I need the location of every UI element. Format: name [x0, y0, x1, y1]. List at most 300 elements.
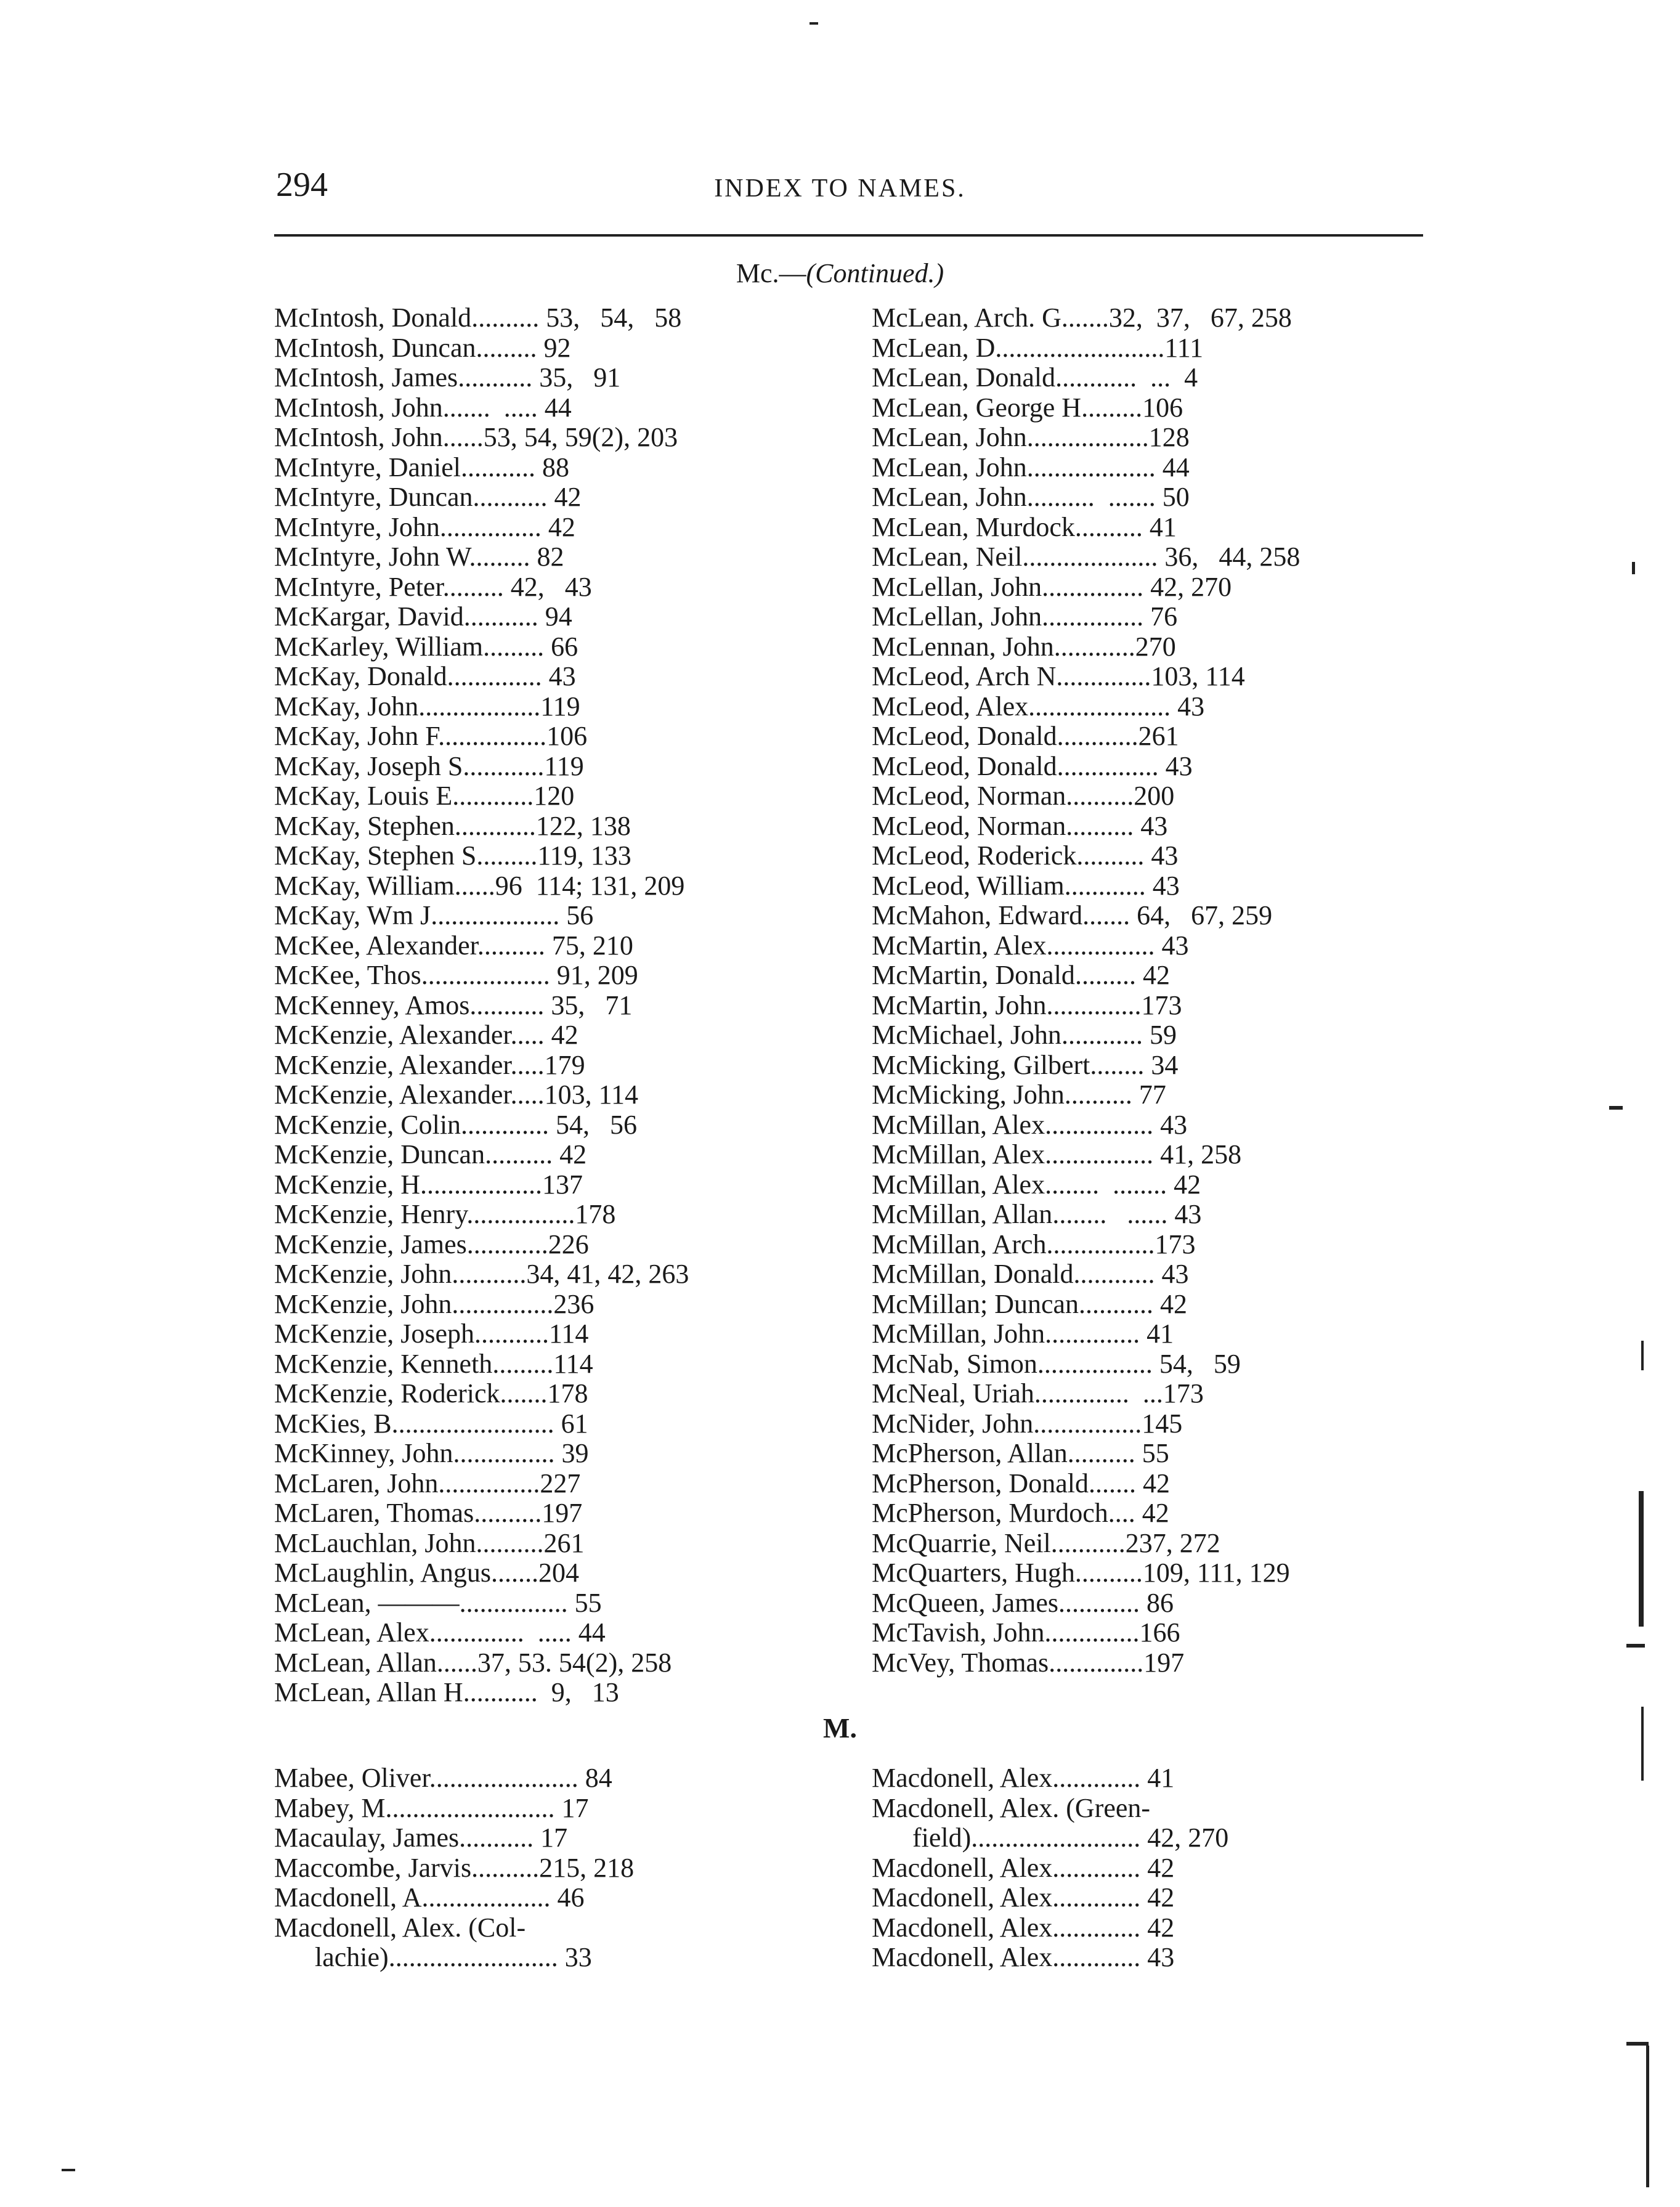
entry-name: McLeod, Arch N — [872, 661, 1057, 691]
entry-pages: 166 — [1139, 1617, 1180, 1648]
entry-name: McKay, John — [274, 691, 419, 721]
entry-name: McLeod, Alex — [872, 691, 1029, 721]
entry-pages: 17 — [534, 1823, 568, 1853]
index-entry — [274, 1020, 689, 1051]
entry-name: McPherson, Murdoch — [872, 1498, 1108, 1528]
entry-leader: ............ — [1057, 721, 1138, 751]
entry-leader: .......... ....... — [1026, 482, 1156, 512]
entry-name: Macdonell, Alex — [872, 1882, 1053, 1912]
entry-pages: 42 — [1135, 1498, 1169, 1528]
entry-name: McIntosh, Donald — [274, 303, 472, 333]
entry-pages: 236 — [553, 1288, 594, 1319]
entry-name: McKay, Stephen S — [274, 840, 477, 871]
entry-pages: 42 — [1135, 1468, 1170, 1498]
entry-name: McMartin, John — [872, 990, 1047, 1020]
entry-leader: ......................... — [388, 1942, 558, 1972]
entry-leader: ................... — [1026, 452, 1156, 482]
entry-leader: ............. — [1052, 1942, 1141, 1972]
entry-name: lachie) — [274, 1942, 389, 1972]
section-heading-note: (Continued.) — [806, 258, 944, 288]
entry-pages: 173 — [1154, 1229, 1196, 1259]
entry-pages: 42, 270 — [1140, 1823, 1229, 1853]
entry-leader: ............ — [1058, 1587, 1140, 1618]
entry-pages: 215, 218 — [539, 1852, 635, 1883]
entry-pages: 44 — [571, 1617, 606, 1648]
entry-pages: 226 — [548, 1229, 589, 1259]
header-rule — [274, 234, 1423, 237]
index-entry — [274, 961, 689, 991]
index-entry — [872, 1230, 1300, 1260]
entry-leader: ......................... — [385, 1792, 555, 1823]
entry-pages: 227 — [540, 1468, 581, 1498]
entry-pages: 43 — [1158, 750, 1193, 781]
entry-name: McLean, Donald — [872, 362, 1056, 392]
entry-pages: 84 — [578, 1763, 612, 1793]
entry-leader: ............. — [1052, 1763, 1141, 1793]
entry-pages: 17 — [554, 1792, 589, 1823]
entry-pages: 41 — [1140, 1763, 1175, 1793]
entry-name: Macaulay, James — [274, 1823, 460, 1853]
index-entry — [872, 752, 1300, 782]
index-entry — [274, 423, 689, 453]
entry-leader: .......... — [1074, 511, 1143, 542]
index-entry — [274, 303, 689, 333]
entry-pages: 55 — [1135, 1438, 1169, 1468]
entry-name: McKay, Stephen — [274, 810, 455, 841]
index-entry — [274, 1200, 689, 1230]
index-entry — [274, 1290, 689, 1320]
entry-pages: 42 — [547, 482, 582, 512]
index-entry — [872, 1529, 1300, 1559]
entry-name: McQuarters, Hugh — [872, 1558, 1075, 1588]
scan-mark — [62, 2169, 75, 2171]
entry-leader: ........ ........ — [1045, 1169, 1167, 1200]
entry-leader: ..... — [510, 1079, 545, 1110]
index-entry — [872, 1110, 1300, 1140]
entry-leader: ............... — [438, 1468, 540, 1498]
entry-pages: 42 — [1167, 1169, 1201, 1200]
entry-leader: ............ — [1064, 870, 1146, 901]
index-entry — [274, 1618, 689, 1648]
entry-leader: .......... — [1066, 781, 1134, 811]
entry-pages: 109, 111, 129 — [1142, 1558, 1290, 1588]
index-entry — [872, 363, 1300, 393]
index-entry — [872, 1409, 1300, 1439]
entry-name: McIntosh, James — [274, 362, 458, 392]
entry-name: McKenzie, Alexander — [274, 1079, 511, 1110]
scan-mark — [1632, 562, 1635, 574]
entry-pages: 179 — [544, 1049, 585, 1080]
index-entry — [872, 1498, 1300, 1529]
index-entry — [872, 662, 1300, 692]
scan-mark — [1641, 1707, 1644, 1781]
index-entry — [872, 1883, 1228, 1913]
index-entry — [274, 363, 689, 393]
index-entry — [872, 1823, 1228, 1853]
entry-name: McMahon, Edward — [872, 900, 1083, 930]
entry-leader: ........................ — [391, 1408, 554, 1439]
entry-leader: ........... — [452, 1259, 527, 1289]
entry-leader: ............ — [1053, 631, 1135, 662]
entry-leader: .......... — [474, 1498, 542, 1528]
entry-name: McKay, Louis E — [274, 781, 453, 811]
section-heading-m: M. — [823, 1712, 857, 1744]
entry-name: McKenzie, Kenneth — [274, 1348, 493, 1379]
entry-leader: .............. — [1049, 1647, 1144, 1678]
index-entry — [274, 781, 689, 811]
index-entry — [872, 901, 1300, 931]
index-entry — [274, 542, 689, 572]
index-entry — [274, 1823, 634, 1853]
entry-leader: ......... — [492, 1348, 554, 1379]
entry-pages: 114 — [549, 1319, 589, 1349]
entry-name: McIntosh, John — [274, 392, 443, 423]
index-entry — [872, 1319, 1300, 1349]
entry-pages: 41, 258 — [1153, 1139, 1242, 1169]
index-entry — [872, 1140, 1300, 1170]
entry-name: McLaughlin, Angus — [274, 1558, 491, 1588]
entry-leader: ...................... — [429, 1763, 578, 1793]
entry-name: McKenzie, Roderick — [274, 1378, 500, 1408]
entry-name: McLellan, John — [872, 601, 1042, 632]
entry-leader: ........... — [463, 601, 538, 632]
entry-leader: ................ — [1033, 1408, 1142, 1439]
entry-name: McLean, John — [872, 482, 1027, 512]
index-entry — [274, 1439, 689, 1469]
index-entry — [872, 1051, 1300, 1081]
entry-name: McKenzie, H — [274, 1169, 421, 1200]
index-entry — [274, 1349, 689, 1380]
entry-name: McPherson, Allan — [872, 1438, 1068, 1468]
index-entry — [872, 542, 1300, 572]
entry-pages: 91, 209 — [550, 960, 638, 990]
index-entry — [274, 1080, 689, 1110]
index-entry — [274, 453, 689, 483]
entry-pages: 96 114; 131, 209 — [495, 870, 685, 901]
entry-pages: 111 — [1164, 332, 1204, 363]
entry-leader: .......... — [471, 1852, 540, 1883]
entry-name: Macdonell, Alex — [872, 1942, 1053, 1972]
entry-name: McMillan, Allan — [872, 1199, 1053, 1229]
index-entry — [872, 1794, 1228, 1824]
index-entry — [872, 721, 1300, 752]
entry-leader: ................ — [459, 1587, 568, 1618]
index-entry — [872, 1763, 1228, 1794]
entry-leader: ............ — [1073, 1259, 1155, 1289]
entry-pages: 173 — [1163, 1378, 1204, 1408]
entry-leader: ................ — [1046, 1229, 1155, 1259]
entry-pages: 94 — [538, 601, 572, 632]
entry-name: Mabee, Oliver — [274, 1763, 429, 1793]
index-entry — [872, 303, 1300, 333]
entry-pages: 173 — [1141, 990, 1182, 1020]
index-entry — [872, 811, 1300, 842]
entry-leader: .......... — [1076, 840, 1145, 871]
index-entry — [872, 1943, 1228, 1973]
index-entry — [274, 811, 689, 842]
entry-leader: .... — [1108, 1498, 1135, 1528]
entry-name: McMichael, John — [872, 1020, 1061, 1050]
entry-name: McNider, John — [872, 1408, 1034, 1439]
entry-name: McMartin, Alex — [872, 930, 1047, 961]
entry-name: McLeod, Donald — [872, 721, 1057, 751]
entry-leader: ........... — [474, 1319, 550, 1349]
entry-pages: 88 — [535, 452, 569, 482]
entry-pages: 42 — [544, 1020, 578, 1050]
entry-name: McLean, Alex — [274, 1617, 429, 1648]
entry-leader: ....... — [1088, 1468, 1136, 1498]
entry-name: McMillan, Alex — [872, 1139, 1045, 1169]
entry-leader: ..... — [510, 1049, 545, 1080]
entry-name: McNab, Simon — [872, 1348, 1037, 1379]
entry-pages: 197 — [1143, 1647, 1185, 1678]
index-entry — [872, 482, 1300, 513]
entry-pages: 178 — [547, 1378, 588, 1408]
index-entry — [274, 1529, 689, 1559]
entry-name: McKenzie, John — [274, 1259, 452, 1289]
entry-name: McKenzie, Joseph — [274, 1319, 475, 1349]
entry-pages: 56 — [559, 900, 594, 930]
index-entry — [274, 1379, 689, 1409]
entry-leader: ............ — [454, 810, 536, 841]
index-entry — [872, 1349, 1300, 1380]
index-entry — [872, 781, 1300, 811]
entry-leader: ....... — [1082, 900, 1130, 930]
entry-pages: 128 — [1148, 422, 1190, 452]
entry-pages: 53, 54, 58 — [539, 303, 682, 333]
entry-leader: ............. — [461, 1109, 550, 1140]
index-column-mc-left — [274, 303, 689, 1708]
entry-pages: 270 — [1135, 631, 1176, 662]
entry-leader: ...... — [454, 870, 495, 901]
index-entry — [274, 662, 689, 692]
index-entry — [274, 1319, 689, 1349]
index-entry — [274, 1794, 634, 1824]
entry-name: McLaren, Thomas — [274, 1498, 474, 1528]
index-entry — [274, 1498, 689, 1529]
entry-leader: ................... — [431, 900, 560, 930]
entry-name: McKay, Donald — [274, 661, 447, 691]
entry-name: McKenney, Amos — [274, 990, 470, 1020]
entry-pages: 43 — [542, 661, 576, 691]
entry-name: McLauchlan, John — [274, 1527, 476, 1558]
entry-name: McIntyre, Daniel — [274, 452, 461, 482]
scan-mark — [1639, 1491, 1644, 1627]
entry-name: McKinney, John — [274, 1438, 453, 1468]
entry-name: McLeod, Donald — [872, 750, 1057, 781]
entry-pages: 39 — [554, 1438, 589, 1468]
entry-name: McKay, Joseph S — [274, 750, 463, 781]
entry-leader: ............... — [453, 1438, 555, 1468]
entry-name: McKay, Wm J — [274, 900, 431, 930]
index-column-m-right — [872, 1763, 1228, 1973]
entry-leader: ..................... — [1028, 691, 1171, 721]
index-entry — [872, 393, 1300, 423]
entry-name: McLean, Allan — [274, 1647, 437, 1678]
entry-name: Maccombe, Jarvis — [274, 1852, 472, 1883]
entry-leader: .................... — [1022, 542, 1158, 572]
entry-leader: .......... — [1067, 1438, 1135, 1468]
index-entry — [872, 1259, 1300, 1290]
entry-leader: ................... — [421, 960, 550, 990]
index-entry — [274, 632, 689, 662]
entry-pages: 33 — [558, 1942, 592, 1972]
entry-leader: ....... — [490, 1558, 538, 1588]
index-entry — [274, 901, 689, 931]
entry-pages: 32, 37, 67, 258 — [1108, 303, 1292, 333]
entry-leader: ........... — [473, 482, 548, 512]
index-entry — [274, 572, 689, 603]
index-entry — [872, 453, 1300, 483]
entry-pages: 43 — [1140, 1942, 1175, 1972]
index-entry — [872, 572, 1300, 603]
scan-mark — [1646, 2046, 1649, 2187]
index-entry — [872, 1020, 1300, 1051]
entry-name: Macdonell, A — [274, 1882, 422, 1912]
entry-pages: 54, 56 — [549, 1109, 638, 1140]
index-entry — [872, 632, 1300, 662]
entry-leader: .............. ... — [1034, 1378, 1163, 1408]
entry-name: McLean, Neil — [872, 542, 1023, 572]
entry-pages: 92 — [537, 332, 571, 363]
index-entry — [872, 1913, 1228, 1943]
entry-pages: 46 — [550, 1882, 585, 1912]
entry-pages: 145 — [1142, 1408, 1183, 1439]
entry-pages: 41 — [1142, 511, 1177, 542]
index-entry — [274, 1140, 689, 1170]
entry-name: McIntyre, John W — [274, 542, 469, 572]
entry-name: McKarley, William — [274, 631, 484, 662]
index-entry — [872, 931, 1300, 961]
index-entry — [872, 961, 1300, 991]
entry-name: McLean, ——— — [274, 1587, 460, 1618]
entry-pages: 77 — [1132, 1079, 1166, 1110]
index-entry — [872, 841, 1300, 871]
entry-pages: 75, 210 — [545, 930, 633, 961]
index-entry — [274, 1853, 634, 1884]
entry-leader: ......................... — [971, 1823, 1141, 1853]
index-entry — [274, 1913, 634, 1943]
entry-pages: 204 — [538, 1558, 579, 1588]
entry-pages: 44 — [1155, 452, 1190, 482]
entry-name: McKenzie, Alexander — [274, 1049, 511, 1080]
entry-pages: 42 — [1140, 1912, 1175, 1943]
entry-name: field) — [872, 1823, 972, 1853]
entry-name: McMartin, Donald — [872, 960, 1075, 990]
entry-pages: 35, 71 — [544, 990, 633, 1020]
entry-name: McKee, Alexander — [274, 930, 477, 961]
entry-pages: 54, 59 — [1152, 1348, 1241, 1379]
scan-mark — [1609, 1106, 1623, 1110]
index-entry — [872, 1853, 1228, 1884]
entry-leader: ......... — [483, 631, 545, 662]
entry-leader: ............... — [1042, 601, 1144, 632]
entry-name: Macdonell, Alex. (Col- — [274, 1912, 526, 1943]
scan-mark — [1641, 1341, 1644, 1370]
entry-pages: 82 — [530, 542, 564, 572]
index-entry — [274, 1170, 689, 1200]
entry-name: McLean, Arch. G — [872, 303, 1061, 333]
entry-name: McMillan; Duncan — [872, 1288, 1079, 1319]
entry-leader: ............. — [1052, 1882, 1141, 1912]
entry-name: McLeod, William — [872, 870, 1065, 901]
entry-leader: ............... — [1042, 571, 1144, 602]
entry-pages: 106 — [546, 721, 588, 751]
entry-pages: 43 — [1153, 1109, 1188, 1140]
entry-name: McKenzie, Colin — [274, 1109, 461, 1140]
entry-pages: 42 — [1140, 1852, 1175, 1883]
entry-pages: 237, 272 — [1125, 1527, 1220, 1558]
entry-leader: ........... — [458, 362, 533, 392]
entry-pages: 43 — [1145, 870, 1180, 901]
index-entry — [872, 1170, 1300, 1200]
index-entry — [274, 482, 689, 513]
index-entry — [872, 692, 1300, 722]
entry-leader: .................. — [420, 1169, 543, 1200]
entry-pages: 103, 114 — [1151, 661, 1245, 691]
entry-leader: ......... — [1074, 960, 1136, 990]
entry-leader: .............. — [1056, 661, 1151, 691]
index-column-m-left — [274, 1763, 634, 1973]
scan-mark — [810, 22, 818, 25]
entry-leader: .......... — [485, 1139, 553, 1169]
entry-name: McQueen, James — [872, 1587, 1059, 1618]
entry-name: McMicking, John — [872, 1079, 1065, 1110]
page-number: 294 — [276, 166, 328, 204]
entry-pages: 43 — [1144, 840, 1179, 871]
entry-pages: 122, 138 — [535, 810, 631, 841]
entry-leader: .............. — [1044, 1617, 1140, 1648]
entry-name: McMillan, Arch — [872, 1229, 1047, 1259]
entry-leader: ................ — [1045, 1139, 1154, 1169]
entry-name: McMillan, Alex — [872, 1109, 1045, 1140]
entry-pages: 86 — [1140, 1587, 1174, 1618]
entry-leader: ................ — [438, 721, 547, 751]
entry-leader: .............. — [447, 661, 542, 691]
index-entry — [274, 333, 689, 364]
index-entry — [274, 1763, 634, 1794]
index-entry — [872, 991, 1300, 1021]
entry-leader: .......... — [1064, 1079, 1132, 1110]
index-entry — [872, 333, 1300, 364]
entry-name: McLennan, John — [872, 631, 1054, 662]
entry-name: McIntosh, Duncan — [274, 332, 476, 363]
entry-name: McQuarrie, Neil — [872, 1527, 1051, 1558]
entry-name: McKies, B — [274, 1408, 392, 1439]
index-entry — [274, 602, 689, 632]
entry-leader: ................ — [1046, 930, 1155, 961]
entry-name: McLaren, John — [274, 1468, 439, 1498]
entry-pages: 41 — [1140, 1319, 1174, 1349]
entry-leader: ....... — [1061, 303, 1109, 333]
entry-pages: 106 — [1142, 392, 1183, 423]
entry-pages: 137 — [542, 1169, 583, 1200]
entry-name: McMicking, Gilbert — [872, 1049, 1090, 1080]
entry-pages: 42 — [1135, 960, 1170, 990]
entry-pages: 43 — [1154, 930, 1189, 961]
entry-name: Mabey, M — [274, 1792, 386, 1823]
entry-leader: .......... — [1074, 1558, 1143, 1588]
entry-name: McKenzie, Duncan — [274, 1139, 485, 1169]
entry-name: Macdonell, Alex — [872, 1912, 1053, 1943]
entry-name: McLean, John — [872, 452, 1027, 482]
index-entry — [274, 393, 689, 423]
entry-name: McKay, John F — [274, 721, 439, 751]
entry-leader: .................. — [418, 691, 541, 721]
entry-pages: 43 — [1134, 810, 1168, 841]
entry-name: McPherson, Donald — [872, 1468, 1089, 1498]
entry-pages: 53, 54, 59(2), 203 — [483, 422, 678, 452]
